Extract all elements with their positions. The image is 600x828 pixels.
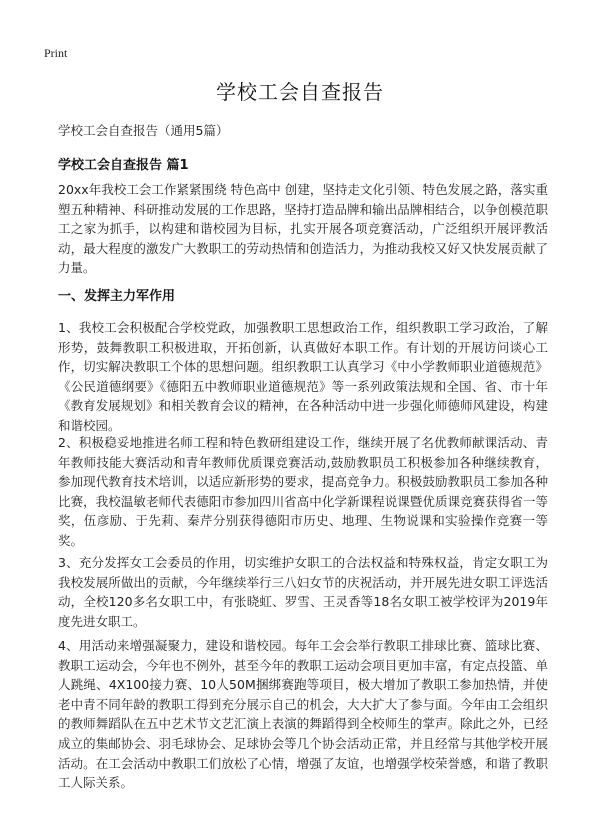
body-paragraph: 1、我校工会积极配合学校党政，加强教职工思想政治工作，组织教职工学习政治，了解形势，鼓舞教职工积极进取，开拓创新，认真做好本职工作。有计划的开展访问谈心工作，切实解决教职工个体的思想问题。组织教职工认真学习《中小学教师职业道德规范》《公民道德纲要》《德阳五中教师职业道德规范》等一系列政策法规和全国、省、市十年《教育发展规划》和相关教育会议的精神，在各种活动中进一步强化师德师风建设，构建和谐校园。 xyxy=(58,320,548,433)
sub-heading: 一、发挥主力军作用 xyxy=(58,289,176,304)
body-paragraph: 2、积极稳妥地推进名师工程和特色教研组建设工作，继续开展了名优教师献课活动、青年教师技能大赛活动和青年教师优质课竞赛活动,鼓励教职员工积极参加各种继续教育，参加现代教育技术培训，以适应新形势的要求，提高竞争力。积极鼓励教职员工参加各种比赛，我校温敏老师代表德阳市参加四川省高中化学新课程说课暨优质课竞赛获得省一等奖，伍彦励、于先莉、秦芹分别获得德阳市历史、地理、生物说课和实验操作竞赛一等奖。 xyxy=(58,435,548,548)
document-subtitle: 学校工会自查报告（通用5篇） xyxy=(58,123,229,138)
document-title: 学校工会自查报告 xyxy=(216,80,384,104)
section-heading: 学校工会自查报告 篇1 xyxy=(58,158,189,173)
body-paragraph: 4、用活动来增强凝聚力，建设和谐校园。每年工会会举行教职工排球比赛、篮球比赛、教职工运动会，今年也不例外，甚至今年的教职工运动会项目更加丰富，有定点投篮、单人跳绳、4X100接力赛、10人50M捆绑赛跑等项目，极大增加了教职工参加热情，并使老中青不同年龄的教职工得到充分展示自己的机会，大大扩大了参与面。今年由工会组织的教师舞蹈队在五中艺术节文艺汇演上表演的舞蹈得到全校师生的掌声。除此之外，已经成立的集邮协会、羽毛球协会、足球协会等几个协会活动正常，并且经常与其他学校开展活动。在工会活动中教职工们放松了心情，增强了友谊，也增强学校荣誉感，和谐了教职工人际关系。 xyxy=(58,638,548,791)
print-link[interactable]: Print xyxy=(44,46,68,60)
intro-paragraph: 20xx年我校工会工作紧紧围绕 特色高中 创建，坚持走文化引领、特色发展之路，落实重塑五种精神、科研推动发展的工作思路，坚持打造品牌和输出品牌相结合，以争创模范职工之家为抓手，以构建和谐校园为目标，扎实开展各项竞赛活动，广泛组织开展评教活动，最大程度的激发广大教职工的劳动热情和创造活力，为推动我校又好又快发展贡献了力量。 xyxy=(58,182,548,276)
body-paragraph: 3、充分发挥女工会委员的作用，切实维护女职工的合法权益和特殊权益，肯定女职工为我校发展所做出的贡献，今年继续举行三八妇女节的庆祝活动，并开展先进女职工评选活动，全校120多名女职工中，有张晓虹、罗雪、王灵香等18名女职工被学校评为2019年度先进女职工。 xyxy=(58,555,548,629)
